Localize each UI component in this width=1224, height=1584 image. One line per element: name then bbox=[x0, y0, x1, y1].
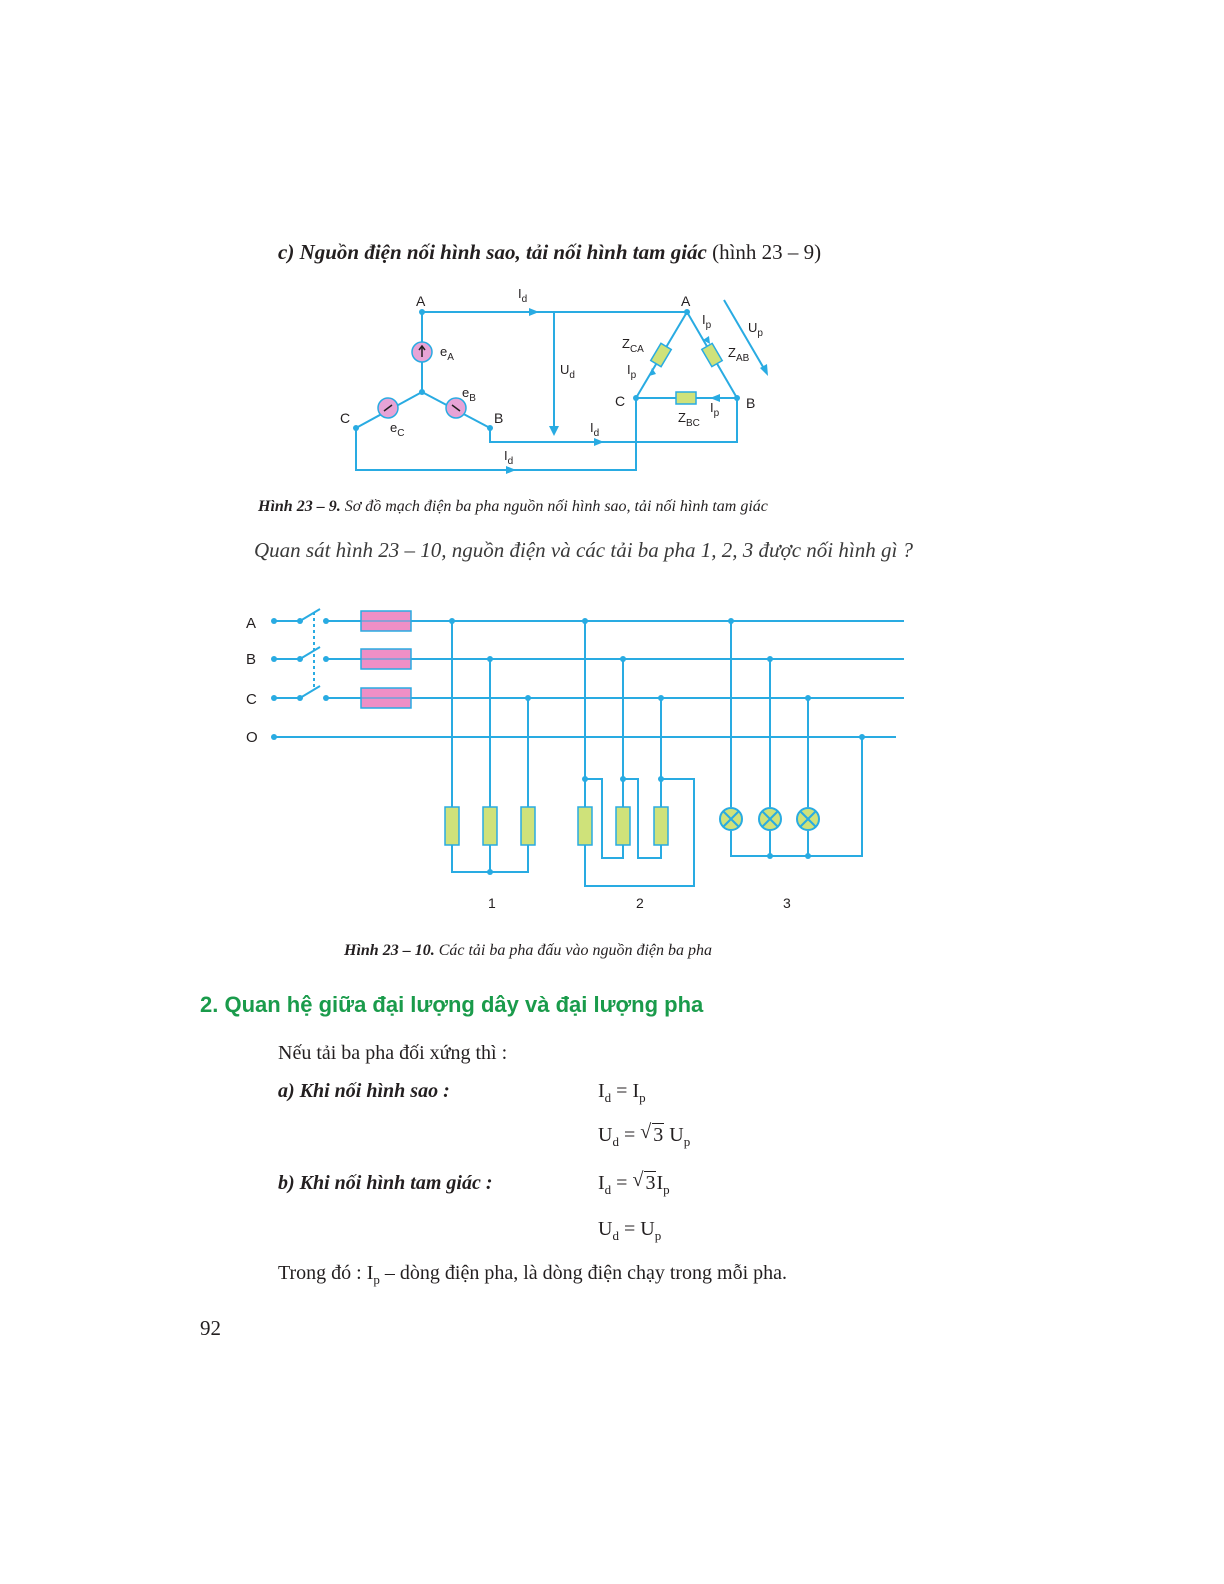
figure-23-10-caption bbox=[344, 942, 712, 960]
label-zab: $Z_{AB}$ bbox=[728, 345, 750, 364]
case-b-label: b) Khi nối hình tam giác : bbox=[278, 1172, 493, 1194]
load1-resistor-b bbox=[483, 807, 497, 845]
label-source-c: C bbox=[340, 410, 351, 426]
impedance-zab bbox=[702, 343, 722, 366]
id-arrow-a bbox=[529, 308, 539, 316]
label-ip-bc: $I_p$ bbox=[710, 400, 720, 419]
sqrt-symbol: √ 3 bbox=[632, 1169, 656, 1194]
node-load-b bbox=[734, 395, 740, 401]
figure-23-9-caption bbox=[258, 498, 768, 516]
sqrt-symbol: √ 3 bbox=[640, 1121, 664, 1146]
label-up: $U_p$ bbox=[748, 320, 763, 339]
label-ea: $e_A$ bbox=[440, 344, 454, 363]
subsection-c-heading bbox=[278, 240, 821, 265]
up-arrowhead bbox=[760, 364, 768, 376]
load1-resistor-c bbox=[521, 807, 535, 845]
node-source-c bbox=[353, 425, 359, 431]
node-neutral bbox=[419, 389, 425, 395]
ud-arrowhead bbox=[549, 426, 559, 436]
formula-star-voltage: $U_d$ = √ 3 $U_p$ bbox=[598, 1121, 691, 1149]
figure-23-9 bbox=[330, 282, 790, 482]
id-arrow-c bbox=[506, 466, 516, 474]
load2-resistor-a bbox=[578, 807, 592, 845]
line-b-wire bbox=[490, 400, 737, 442]
label-eb: $e_B$ bbox=[462, 385, 476, 404]
line-label-c: C bbox=[246, 691, 257, 708]
formula-delta-current: $I_d$ = √ $3I_p$ bbox=[598, 1169, 670, 1197]
ip-arrow-ca bbox=[649, 368, 656, 376]
caption-9-text: Sơ đồ mạch điện ba pha nguồn nối hình sao, tải nối hình tam giác bbox=[340, 498, 768, 515]
intro-text: Nếu tải ba pha đối xứng thì : bbox=[278, 1042, 508, 1064]
note-text: Trong đó : $I_p$ – dòng điện pha, là dòng điện chạy trong mỗi pha. bbox=[278, 1262, 788, 1287]
label-ud: $U_d$ bbox=[560, 362, 575, 381]
formula-star-current: $I_d = I_p$ bbox=[598, 1080, 646, 1105]
caption-10-text: Các tải ba pha đấu vào nguồn điện ba pha bbox=[434, 942, 712, 959]
label-load-a: A bbox=[681, 293, 691, 309]
label-zca: $Z_{CA}$ bbox=[622, 336, 644, 355]
label-id-b: $I_d$ bbox=[590, 420, 600, 439]
label-ip-ab: $I_p$ bbox=[702, 312, 712, 331]
load-label-1: 1 bbox=[488, 895, 496, 911]
subsection-c-ref: (hình 23 – 9) bbox=[712, 240, 822, 264]
caption-10-number: Hình 23 – 10. bbox=[344, 942, 435, 959]
label-id-c: $I_d$ bbox=[504, 448, 514, 467]
label-source-b: B bbox=[494, 410, 504, 426]
node-source-a bbox=[419, 309, 425, 315]
label-load-c: C bbox=[615, 393, 626, 409]
node-load-c bbox=[633, 395, 639, 401]
figure-23-10 bbox=[240, 606, 920, 916]
load2-resistor-b bbox=[616, 807, 630, 845]
label-zbc: $Z_{BC}$ bbox=[678, 410, 700, 429]
label-load-b: B bbox=[746, 395, 756, 411]
label-id-a: $I_d$ bbox=[518, 286, 528, 305]
label-source-a: A bbox=[416, 293, 426, 309]
node-source-b bbox=[487, 425, 493, 431]
page-number: 92 bbox=[200, 1316, 221, 1340]
load-label-2: 2 bbox=[636, 895, 644, 911]
formula-delta-voltage: $U_d = U_p$ bbox=[598, 1218, 662, 1243]
subsection-c-label: c) Nguồn điện nối hình sao, tải nối hình tam giác bbox=[278, 240, 707, 264]
load1-resistor-a bbox=[445, 807, 459, 845]
impedance-zca bbox=[651, 343, 672, 366]
line-label-a: A bbox=[246, 615, 257, 632]
impedance-zbc bbox=[676, 392, 696, 404]
line-label-b: B bbox=[246, 651, 257, 668]
node-load-a bbox=[684, 309, 690, 315]
line-label-o: O bbox=[246, 729, 258, 746]
case-a-label: a) Khi nối hình sao : bbox=[278, 1080, 450, 1102]
id-arrow-b bbox=[594, 438, 604, 446]
load2-resistor-c bbox=[654, 807, 668, 845]
load-label-3: 3 bbox=[783, 895, 791, 911]
caption-9-number: Hình 23 – 9. bbox=[258, 498, 341, 515]
section-2-title: 2. Quan hệ giữa đại lượng dây và đại lượng pha bbox=[200, 992, 704, 1017]
label-ip-ca: $I_p$ bbox=[627, 362, 637, 381]
label-ec: $e_C$ bbox=[390, 420, 405, 439]
question-text: Quan sát hình 23 – 10, nguồn điện và các tải ba pha 1, 2, 3 được nối hình gì ? bbox=[254, 538, 914, 562]
